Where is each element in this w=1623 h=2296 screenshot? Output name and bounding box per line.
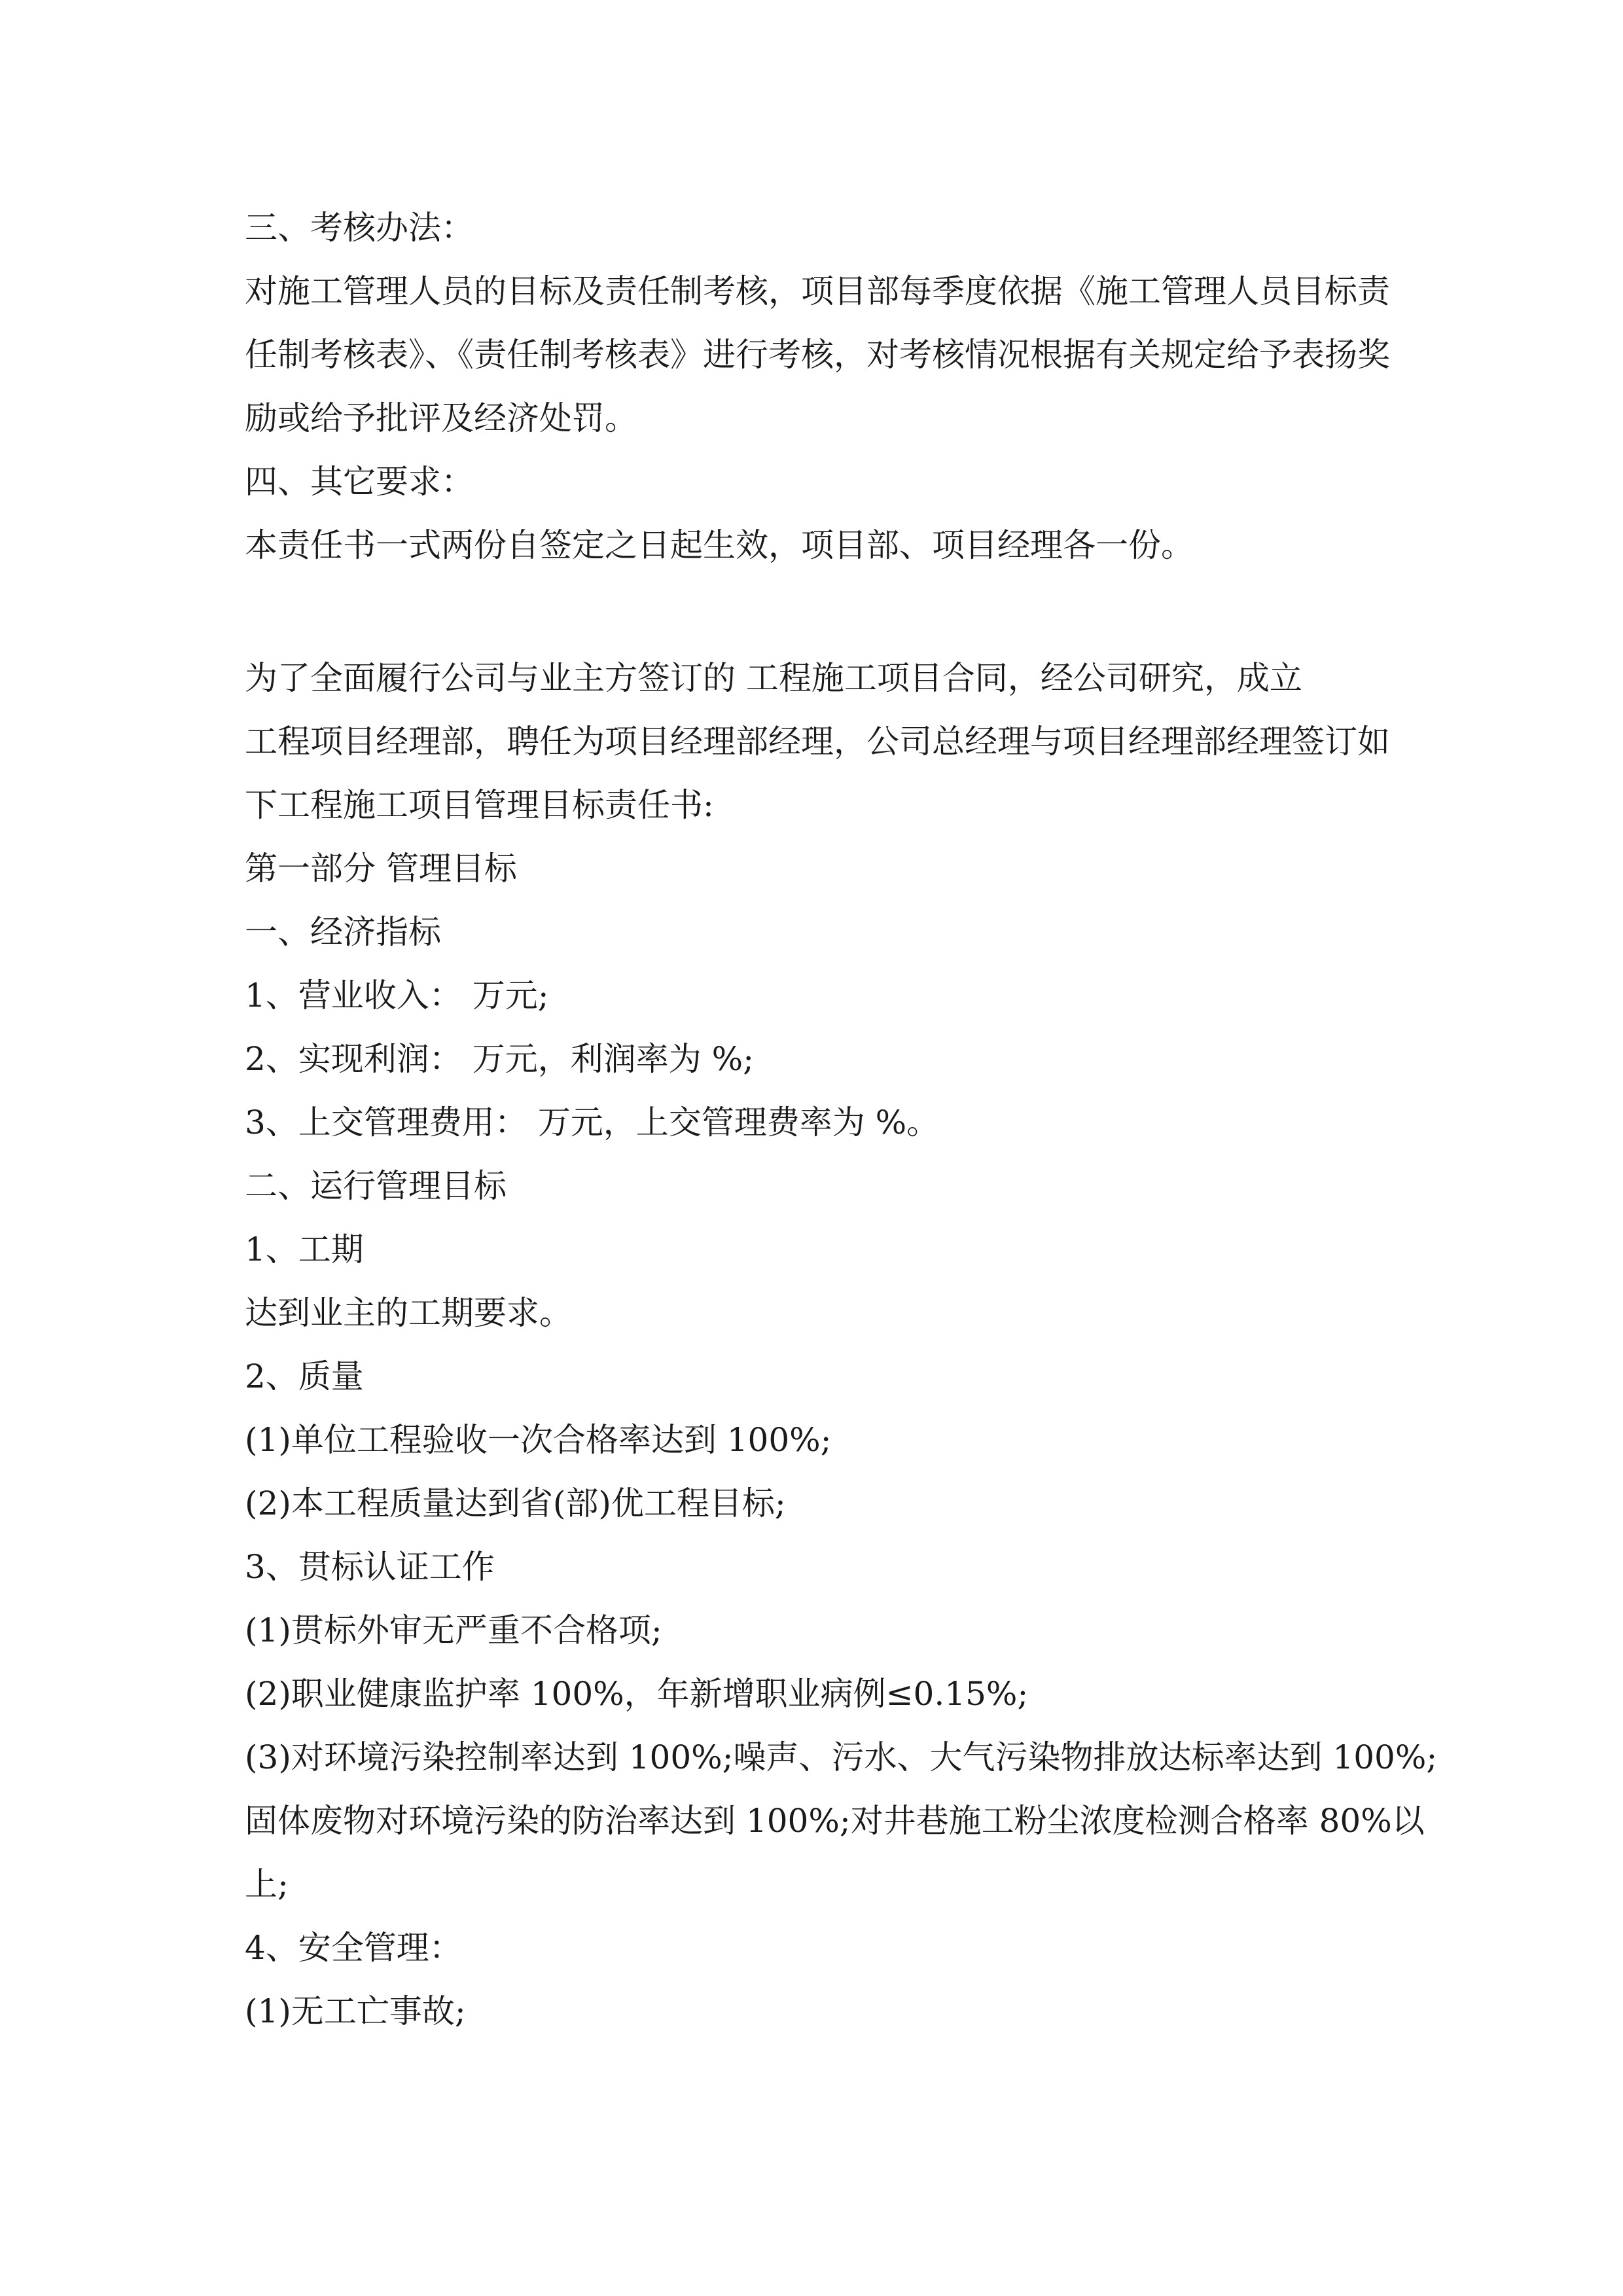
paragraph-gap	[245, 577, 1410, 647]
list-item: (2)本工程质量达到省(部)优工程目标;	[245, 1484, 786, 1522]
paragraph-line: 任制考核表》、《责任制考核表》进行考核，对考核情况根据有关规定给予表扬奖	[245, 336, 1390, 374]
list-item: (1)无工亡事故;	[245, 1992, 466, 2030]
paragraph-line: 工程项目经理部，聘任为项目经理部经理，公司总经理与项目经理部经理签订如	[245, 723, 1390, 761]
paragraph-line: 本责任书一式两份自签定之日起生效，项目部、项目经理各一份。	[245, 526, 1194, 564]
list-item: (2)职业健康监护率 100%，年新增职业病例≤0.15%;	[245, 1675, 1029, 1713]
paragraph-line: 下工程施工项目管理目标责任书:	[245, 786, 714, 824]
list-item: 4、安全管理：	[245, 1929, 462, 1967]
list-item: 1、工期	[245, 1230, 364, 1268]
paragraph-line: 上;	[245, 1865, 289, 1903]
section-heading-assessment: 三、考核办法：	[245, 209, 474, 247]
list-item: (1)单位工程验收一次合格率达到 100%;	[245, 1421, 832, 1459]
document-body	[245, 196, 1438, 2043]
paragraph-line: 励或给予批评及经济处罚。	[245, 399, 637, 437]
list-item: 2、实现利润： 万元，利润率为 %;	[245, 1040, 754, 1078]
list-item: (3)对环境污染控制率达到 100%;噪声、污水、大气污染物排放达标率达到 100%;	[245, 1738, 1438, 1776]
section-heading-operation: 二、运行管理目标	[245, 1167, 507, 1205]
list-item: 3、贯标认证工作	[245, 1548, 495, 1586]
section-heading-economic: 一、经济指标	[245, 913, 441, 951]
paragraph-line: 固体废物对环境污染的防治率达到 100%;对井巷施工粉尘浓度检测合格率 80%以	[245, 1802, 1425, 1840]
list-item: 1、营业收入： 万元;	[245, 977, 549, 1014]
list-item: (1)贯标外审无严重不合格项;	[245, 1611, 662, 1649]
paragraph-line: 对施工管理人员的目标及责任制考核，项目部每季度依据《施工管理人员目标责	[245, 272, 1390, 310]
part-heading: 第一部分 管理目标	[245, 850, 517, 888]
paragraph-line: 为了全面履行公司与业主方签订的 工程施工项目合同，经公司研究，成立	[245, 659, 1302, 697]
list-item: 3、上交管理费用： 万元，上交管理费率为 %。	[245, 1103, 940, 1141]
section-heading-other: 四、其它要求：	[245, 463, 474, 501]
list-item: 2、质量	[245, 1357, 364, 1395]
paragraph-line: 达到业主的工期要求。	[245, 1294, 572, 1332]
